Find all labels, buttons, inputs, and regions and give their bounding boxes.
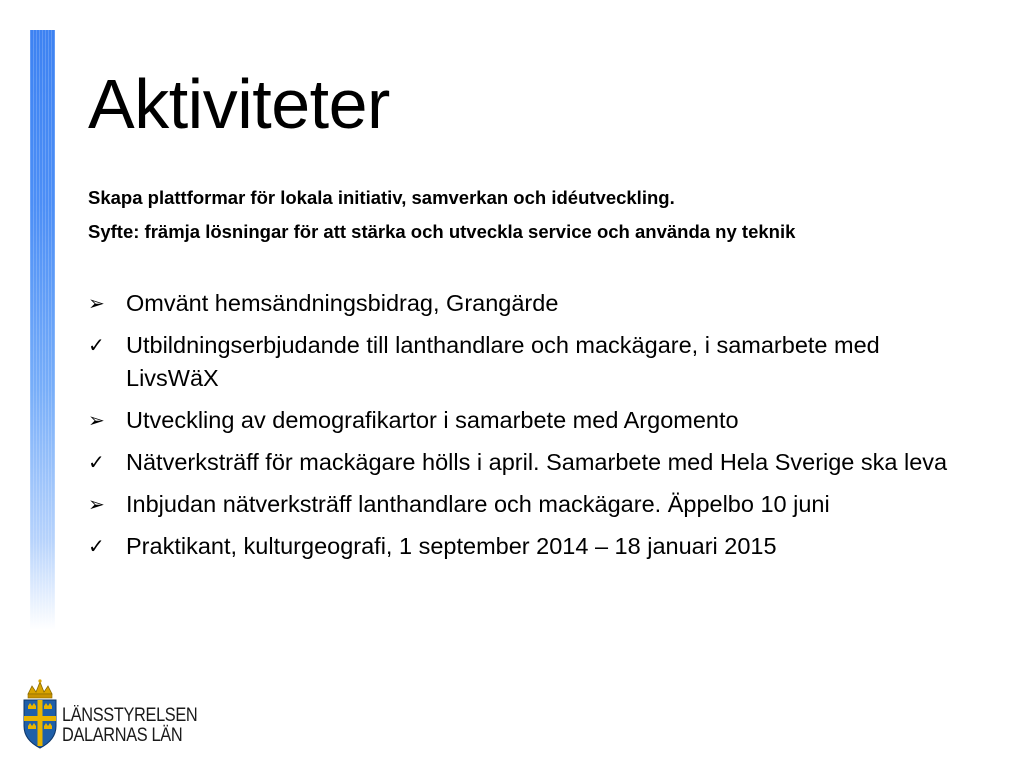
logo-wordmark — [62, 706, 197, 746]
slide-subtitle-1: Skapa plattformar för lokala initiativ, samverkan och idéutveckling. — [88, 187, 675, 208]
bullet-text: Omvänt hemsändningsbidrag, Grangärde — [126, 290, 559, 316]
bullet-list — [88, 287, 968, 572]
bullet-text: Nätverksträff för mackägare hölls i april. Samarbete med Hela Sverige ska leva — [126, 449, 948, 475]
lansstyrelsen-logo — [20, 676, 200, 756]
bullet-text: Inbjudan nätverksträff lanthandlare och mackägare. Äppelbo 10 juni — [126, 491, 830, 517]
bullet-item — [88, 404, 968, 437]
check-icon: ✓ — [88, 534, 105, 558]
accent-side-bar — [30, 30, 55, 630]
bullet-text: Utveckling av demografikartor i samarbete med Argomento — [126, 407, 739, 433]
bullet-item — [88, 488, 968, 521]
arrow-icon: ➢ — [88, 291, 105, 315]
coat-of-arms-icon — [20, 676, 60, 756]
bullet-item — [88, 446, 968, 479]
logo-line-2: DALARNAS LÄN — [62, 725, 183, 746]
bullet-item — [88, 287, 968, 320]
bullet-item — [88, 530, 968, 563]
arrow-icon: ➢ — [88, 492, 105, 516]
logo-line-1: LÄNSSTYRELSEN — [62, 705, 198, 726]
bullet-text: Praktikant, kulturgeografi, 1 september 2014 – 18 januari 2015 — [126, 533, 777, 559]
slide-title: Aktiviteter — [88, 65, 390, 143]
bullet-item — [88, 329, 968, 395]
bullet-text: Utbildningserbjudande till lanthandlare och mackägare, i samarbete med LivsWäX — [126, 332, 880, 391]
arrow-icon: ➢ — [88, 408, 105, 432]
check-icon: ✓ — [88, 450, 105, 474]
slide-subtitle-2: Syfte: främja lösningar för att stärka och utveckla service och använda ny teknik — [88, 221, 796, 242]
check-icon: ✓ — [88, 333, 105, 357]
